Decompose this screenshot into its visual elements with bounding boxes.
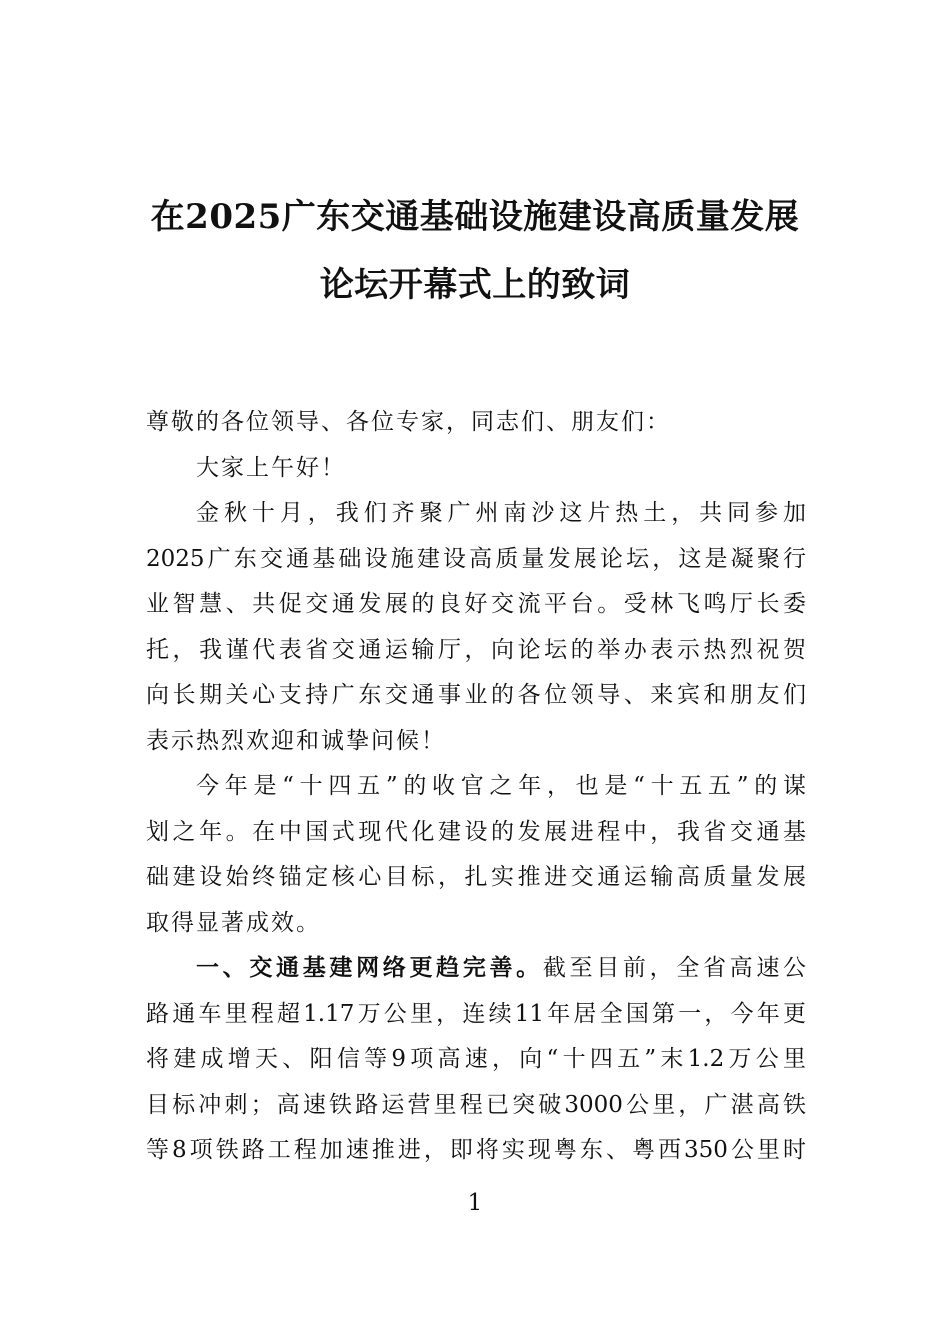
- document-title-line-2: 论坛开幕式上的致词: [319, 265, 631, 305]
- paragraph-3-first-line: [146, 946, 806, 992]
- paragraph-2-line: 划之年。在中国式现代化建设的发展进程中，我省交通基: [146, 818, 806, 845]
- paragraph-1-line: 表示热烈欢迎和诚挚问候！: [146, 727, 446, 754]
- paragraph-2-line: 础建设始终锚定核心目标，扎实推进交通运输高质量发展: [146, 864, 806, 890]
- document-title-line-1: 在2025广东交通基础设施建设高质量发展: [150, 197, 800, 237]
- paragraph-2-line: 取得显著成效。: [146, 909, 321, 936]
- section-heading: 一、交通基建网络更趋完善。: [196, 955, 543, 981]
- page-number: 1: [467, 1190, 483, 1216]
- paragraph-3-first-line-text: 截至目前，全省高速公: [542, 955, 807, 981]
- greeting: 大家上午好！: [196, 454, 346, 481]
- paragraph-3-line: 路通车里程超1.17万公里，连续11年居全国第一，今年更: [146, 1000, 806, 1027]
- paragraph-3-line: 目标冲刺；高速铁路运营里程已突破3000公里，广湛高铁: [146, 1091, 806, 1118]
- salutation: 尊敬的各位领导、各位专家，同志们、朋友们：: [146, 409, 671, 435]
- paragraph-1-line: 向长期关心支持广东交通事业的各位领导、来宾和朋友们: [146, 682, 806, 708]
- document-body: [146, 400, 806, 1174]
- paragraph-3-line: 等8项铁路工程加速推进，即将实现粤东、粤西350公里时: [146, 1137, 806, 1163]
- paragraph-2-line: 今年是“十四五”的收官之年，也是“十五五”的谋: [196, 773, 806, 799]
- paragraph-1-line: 托，我谨代表省交通运输厅，向论坛的举办表示热烈祝贺: [146, 636, 806, 663]
- paragraph-3-line: 将建成增天、阳信等9项高速，向“十四五”末1.2万公里: [146, 1046, 806, 1072]
- paragraph-1-line: 2025广东交通基础设施建设高质量发展论坛，这是凝聚行: [146, 545, 806, 572]
- paragraph-1-line: 金秋十月，我们齐聚广州南沙这片热土，共同参加: [196, 500, 806, 526]
- paragraph-1-line: 业智慧、共促交通发展的良好交流平台。受林飞鸣厅长委: [146, 591, 806, 617]
